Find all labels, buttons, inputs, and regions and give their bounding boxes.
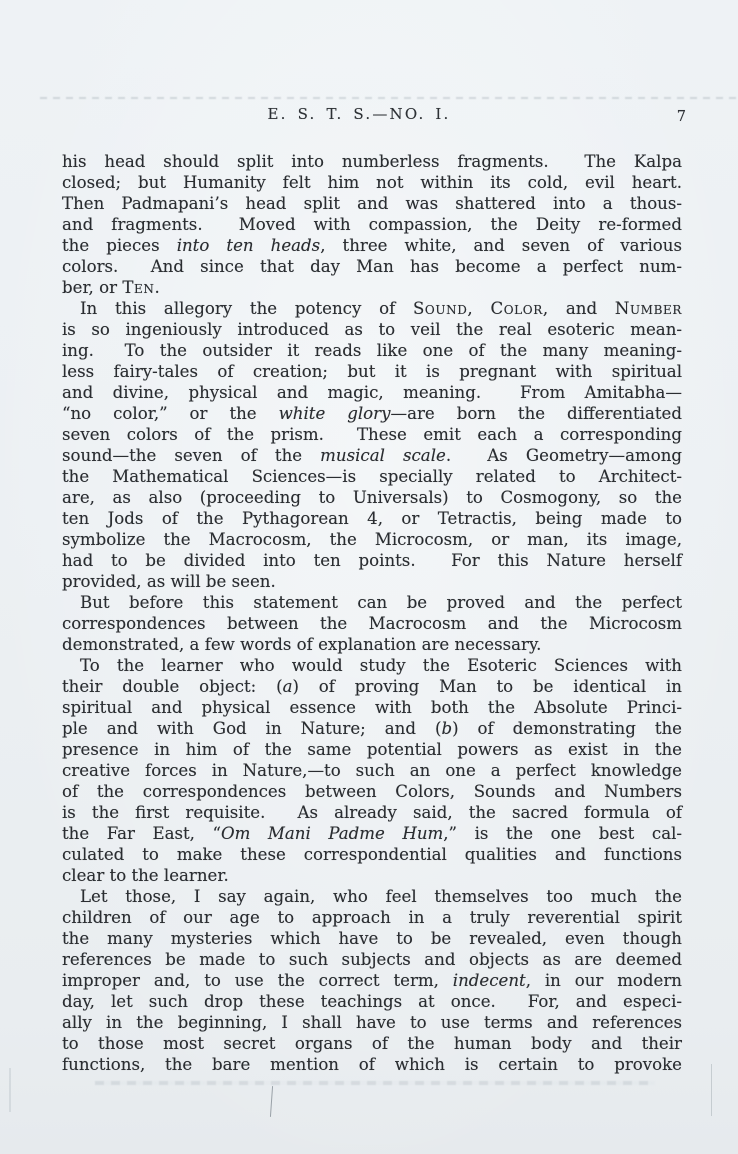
text-line bbox=[62, 361, 682, 382]
body-text: Then Padmapani’s head split and was shattered into a thous- bbox=[62, 194, 682, 213]
body-text: correspondences between the Macrocosm and the Microcosm bbox=[62, 614, 682, 633]
text-line bbox=[62, 571, 682, 592]
body-text: his head should split into numberless fragments. The Kalpa bbox=[62, 152, 682, 171]
text-line bbox=[62, 970, 682, 991]
body-text: is the first requisite. As already said, the sacred formula of bbox=[62, 803, 682, 822]
text-line bbox=[62, 508, 682, 529]
body-text: day, let such drop these teachings at once. For, and especi- bbox=[62, 992, 682, 1011]
page-number: 7 bbox=[676, 109, 686, 125]
body-text: . bbox=[154, 278, 160, 297]
running-head: E. S. T. S.—NO. I. bbox=[267, 105, 451, 123]
body-text: the Far East, “ bbox=[62, 824, 221, 843]
text-line bbox=[62, 382, 682, 403]
body-text: symbolize the Macrocosm, the Microcosm, or man, its image, bbox=[62, 530, 682, 549]
body-text: less fairy-tales of creation; but it is pregnant with spiritual bbox=[62, 362, 682, 381]
body-text: seven colors of the prism. These emit each a corresponding bbox=[62, 425, 682, 444]
small-caps-text: Sound bbox=[412, 299, 468, 318]
body-text: . As Geometry—among bbox=[445, 446, 683, 465]
text-line bbox=[62, 277, 682, 298]
italic-text: Om Mani Padme Hum bbox=[221, 824, 444, 843]
body-text: to those most secret organs of the human body and their bbox=[62, 1034, 682, 1053]
body-text: In this allegory the potency of bbox=[80, 299, 413, 318]
text-line bbox=[62, 613, 682, 634]
italic-text: into ten heads bbox=[176, 236, 321, 255]
body-text: ple and with God in Nature; and ( bbox=[62, 719, 442, 738]
body-text: are, as also (proceeding to Universals) to Cosmogony, so the bbox=[62, 488, 682, 507]
body-text: demonstrated, a few words of explanation are necessary. bbox=[62, 635, 542, 654]
body-text: functions, the bare mention of which is certain to provoke bbox=[62, 1055, 682, 1074]
body-text: colors. And since that day Man has become a perfect num- bbox=[62, 257, 682, 276]
text-line bbox=[62, 592, 682, 613]
text-line bbox=[62, 865, 682, 886]
body-text: , in our modern bbox=[525, 971, 682, 990]
text-line bbox=[62, 256, 682, 277]
body-text: and divine, physical and magic, meaning. From Amitabha— bbox=[62, 383, 682, 402]
body-text: , bbox=[467, 299, 491, 318]
text-line bbox=[62, 802, 682, 823]
body-text: clear to the learner. bbox=[62, 866, 229, 885]
paragraph-2 bbox=[62, 298, 682, 592]
body-text: ing. To the outsider it reads like one of the many meaning- bbox=[62, 341, 682, 360]
document-body bbox=[62, 151, 682, 1075]
text-line bbox=[62, 634, 682, 655]
body-text: and fragments. Moved with compassion, the Deity re-formed bbox=[62, 215, 682, 234]
text-line bbox=[62, 718, 682, 739]
body-text: But before this statement can be proved and the perfect bbox=[80, 593, 682, 612]
text-line bbox=[62, 697, 682, 718]
body-text: ) of demonstrating the bbox=[452, 719, 682, 738]
small-caps-text: Color bbox=[490, 299, 543, 318]
text-line bbox=[62, 424, 682, 445]
body-text: spiritual and physical essence with both the Absolute Princi- bbox=[62, 698, 682, 717]
body-text: culated to make these correspondential qualities and functions bbox=[62, 845, 682, 864]
text-line bbox=[62, 928, 682, 949]
small-caps-text: Number bbox=[614, 299, 682, 318]
paragraph-5 bbox=[62, 886, 682, 1075]
text-line bbox=[62, 823, 682, 844]
text-line bbox=[62, 151, 682, 172]
text-line bbox=[62, 193, 682, 214]
text-line bbox=[62, 340, 682, 361]
body-text: “no color,” or the bbox=[62, 404, 279, 423]
text-line bbox=[62, 886, 682, 907]
scan-artifact-scratch bbox=[270, 1086, 273, 1117]
body-text: improper and, to use the correct term, bbox=[62, 971, 453, 990]
text-line bbox=[62, 466, 682, 487]
body-text: the pieces bbox=[62, 236, 177, 255]
body-text: presence in him of the same potential powers as exist in the bbox=[62, 740, 682, 759]
scan-artifact-top-line bbox=[40, 97, 738, 99]
text-line bbox=[62, 676, 682, 697]
body-text: ally in the beginning, I shall have to use terms and references bbox=[62, 1013, 682, 1032]
italic-text: indecent bbox=[452, 971, 526, 990]
text-line bbox=[62, 235, 682, 256]
italic-text: b bbox=[441, 719, 453, 738]
italic-text: white glory bbox=[278, 404, 391, 423]
page-header bbox=[62, 105, 686, 129]
text-line bbox=[62, 1054, 682, 1075]
body-text: the Mathematical Sciences—is specially related to Architect- bbox=[62, 467, 682, 486]
body-text: To the learner who would study the Esoteric Sciences with bbox=[80, 656, 682, 675]
body-text: —are born the differentiated bbox=[390, 404, 682, 423]
text-line bbox=[62, 487, 682, 508]
text-line bbox=[62, 991, 682, 1012]
text-line bbox=[62, 445, 682, 466]
italic-text: a bbox=[282, 677, 293, 696]
body-text: ) of proving Man to be identical in bbox=[292, 677, 682, 696]
text-line bbox=[62, 760, 682, 781]
paragraph-3 bbox=[62, 592, 682, 655]
body-text: the many mysteries which have to be revealed, even though bbox=[62, 929, 682, 948]
paragraph-4 bbox=[62, 655, 682, 886]
body-text: Let those, I say again, who feel themselves too much the bbox=[80, 887, 682, 906]
text-line bbox=[62, 781, 682, 802]
body-text: ten Jods of the Pythagorean 4, or Tetractis, being made to bbox=[62, 509, 682, 528]
small-caps-text: Ten bbox=[122, 278, 155, 297]
body-text: had to be divided into ten points. For this Nature herself bbox=[62, 551, 682, 570]
body-text: provided, as will be seen. bbox=[62, 572, 276, 591]
text-line bbox=[62, 550, 682, 571]
body-text: of the correspondences between Colors, Sounds and Numbers bbox=[62, 782, 682, 801]
body-text: ,” is the one best cal- bbox=[443, 824, 682, 843]
body-text: is so ingeniously introduced as to veil the real esoteric mean- bbox=[62, 320, 682, 339]
body-text: references be made to such subjects and objects as are deemed bbox=[62, 950, 682, 969]
text-line bbox=[62, 298, 682, 319]
body-text: their double object: ( bbox=[62, 677, 283, 696]
text-line bbox=[62, 844, 682, 865]
text-line bbox=[62, 655, 682, 676]
text-line bbox=[62, 319, 682, 340]
scan-artifact-right-edge bbox=[711, 1064, 712, 1116]
text-line bbox=[62, 739, 682, 760]
text-line bbox=[62, 949, 682, 970]
text-line bbox=[62, 403, 682, 424]
scan-artifact-bottom-band bbox=[95, 1081, 655, 1085]
text-line bbox=[62, 1033, 682, 1054]
text-line bbox=[62, 172, 682, 193]
body-text: ber, or bbox=[62, 278, 123, 297]
body-text: closed; but Humanity felt him not within its cold, evil heart. bbox=[62, 173, 682, 192]
paragraph-1 bbox=[62, 151, 682, 298]
text-line bbox=[62, 1012, 682, 1033]
body-text: creative forces in Nature,—to such an one a perfect knowledge bbox=[62, 761, 682, 780]
scan-artifact-left-edge bbox=[9, 1068, 11, 1112]
text-line bbox=[62, 214, 682, 235]
body-text: children of our age to approach in a truly reverential spirit bbox=[62, 908, 682, 927]
body-text: sound—the seven of the bbox=[62, 446, 321, 465]
body-text: , and bbox=[542, 299, 615, 318]
body-text: , three white, and seven of various bbox=[320, 236, 682, 255]
text-line bbox=[62, 529, 682, 550]
text-line bbox=[62, 907, 682, 928]
italic-text: musical scale bbox=[320, 446, 446, 465]
